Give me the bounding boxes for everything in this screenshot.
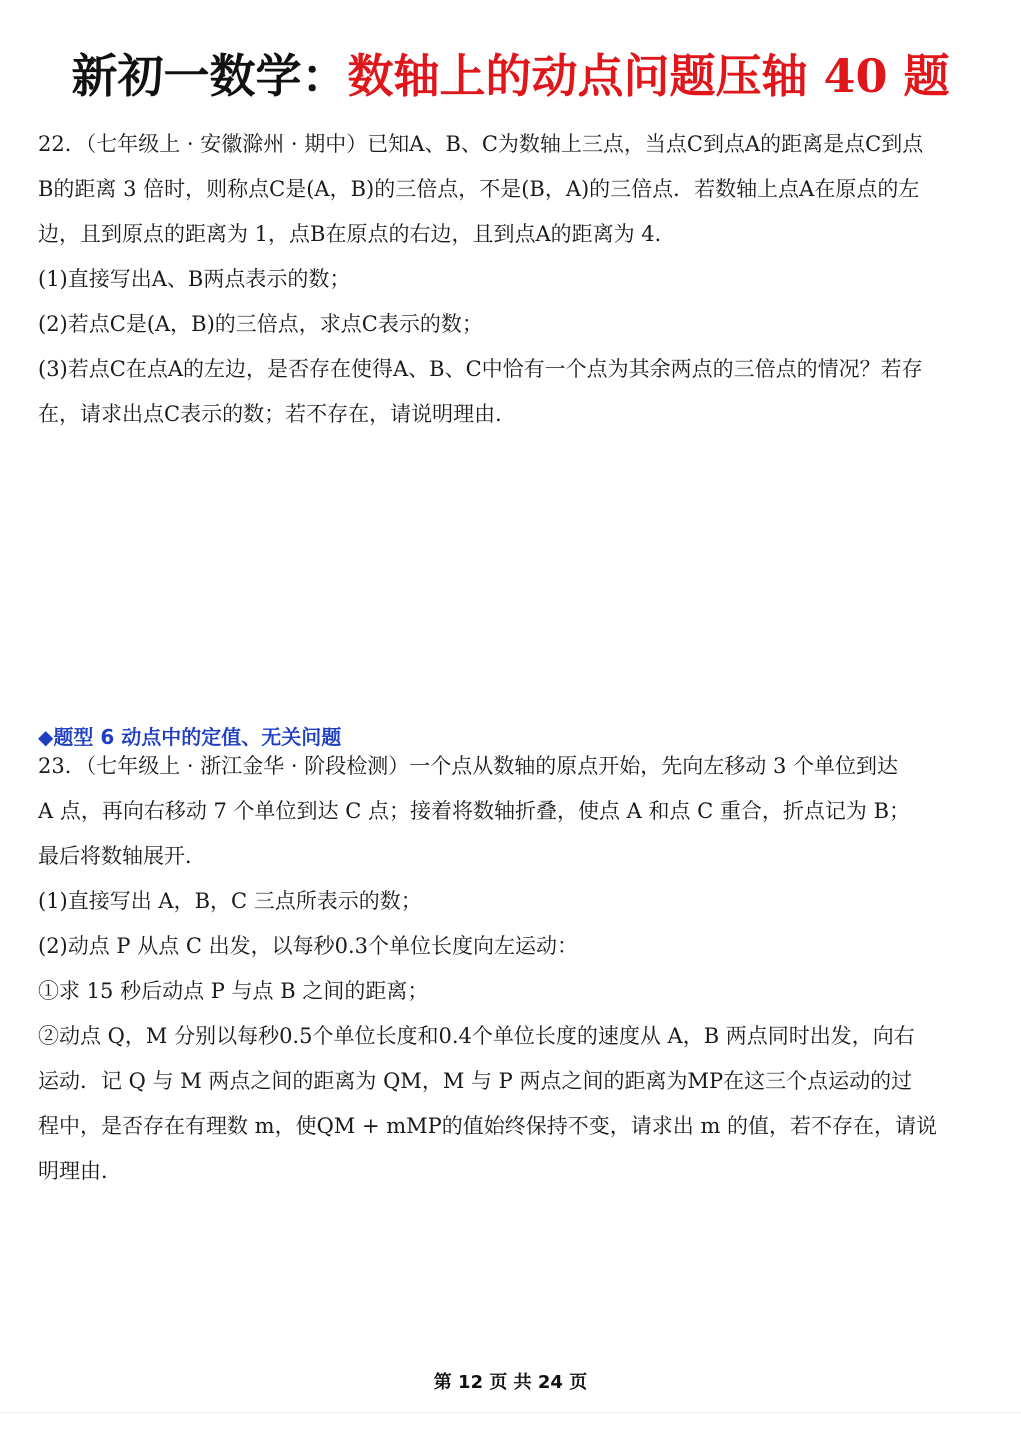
q22-line: B的距离 3 倍时，则称点C是(A，B)的三倍点，不是(B，A)的三倍点．若数轴上点A在原点的左 [38, 177, 920, 201]
q23-part-2: (2)动点 P 从点 C 出发，以每秒0.3个单位长度向左运动： [38, 934, 579, 958]
question-22 [38, 122, 986, 437]
title-topic: 数轴上的动点问题压轴 40 题 [347, 49, 950, 103]
q22-part-3: (3)若点C在点A的左边，是否存在使得A、B、C中恰有一个点为其余两点的三倍点的情况？若存 [38, 357, 923, 381]
page-title [0, 38, 1021, 114]
title-prefix: 新初一数学： [71, 49, 348, 103]
q23-line: 程中，是否存在有理数 m，使QM + mMP的值始终保持不变，请求出 m 的值，若不存在，请说 [38, 1114, 938, 1138]
page-number: 第 12 页 共 24 页 [433, 1372, 588, 1393]
section-heading: ◆题型 6 动点中的定值、无关问题 [38, 725, 342, 749]
q22-line: 22．（七年级上 · 安徽滁州 · 期中）已知A、B、C为数轴上三点，当点C到点A的距离是点C到点 [38, 132, 924, 156]
q23-part-1: (1)直接写出 A，B，C 三点所表示的数； [38, 889, 422, 913]
question-23 [38, 744, 986, 1194]
q23-line: 23．（七年级上 · 浙江金华 · 阶段检测）一个点从数轴的原点开始，先向左移动 3 个单位到达 [38, 754, 898, 778]
q23-line: 最后将数轴展开． [38, 844, 206, 868]
q22-part-2: (2)若点C是(A，B)的三倍点，求点C表示的数； [38, 312, 483, 336]
q22-line: 在，请求出点C表示的数；若不存在，请说明理由． [38, 402, 517, 426]
q23-line: 明理由． [38, 1159, 122, 1183]
q22-line: 边，且到原点的距离为 1，点B在原点的右边，且到点A的距离为 4． [38, 222, 676, 246]
bottom-divider [0, 1412, 1021, 1413]
q23-line: A 点，再向右移动 7 个单位到达 C 点；接着将数轴折叠，使点 A 和点 C 重合，折点记为 B； [38, 799, 911, 823]
q22-part-1: (1)直接写出A、B两点表示的数； [38, 267, 351, 291]
q23-subpart-2: ②动点 Q，M 分别以每秒0.5个单位长度和0.4个单位长度的速度从 A，B 两点同时出发，向右 [38, 1024, 915, 1048]
q23-line: 运动．记 Q 与 M 两点之间的距离为 QM，M 与 P 两点之间的距离为MP在这三个点运动的过 [38, 1069, 913, 1093]
q23-subpart-1: ①求 15 秒后动点 P 与点 B 之间的距离； [38, 979, 429, 1003]
